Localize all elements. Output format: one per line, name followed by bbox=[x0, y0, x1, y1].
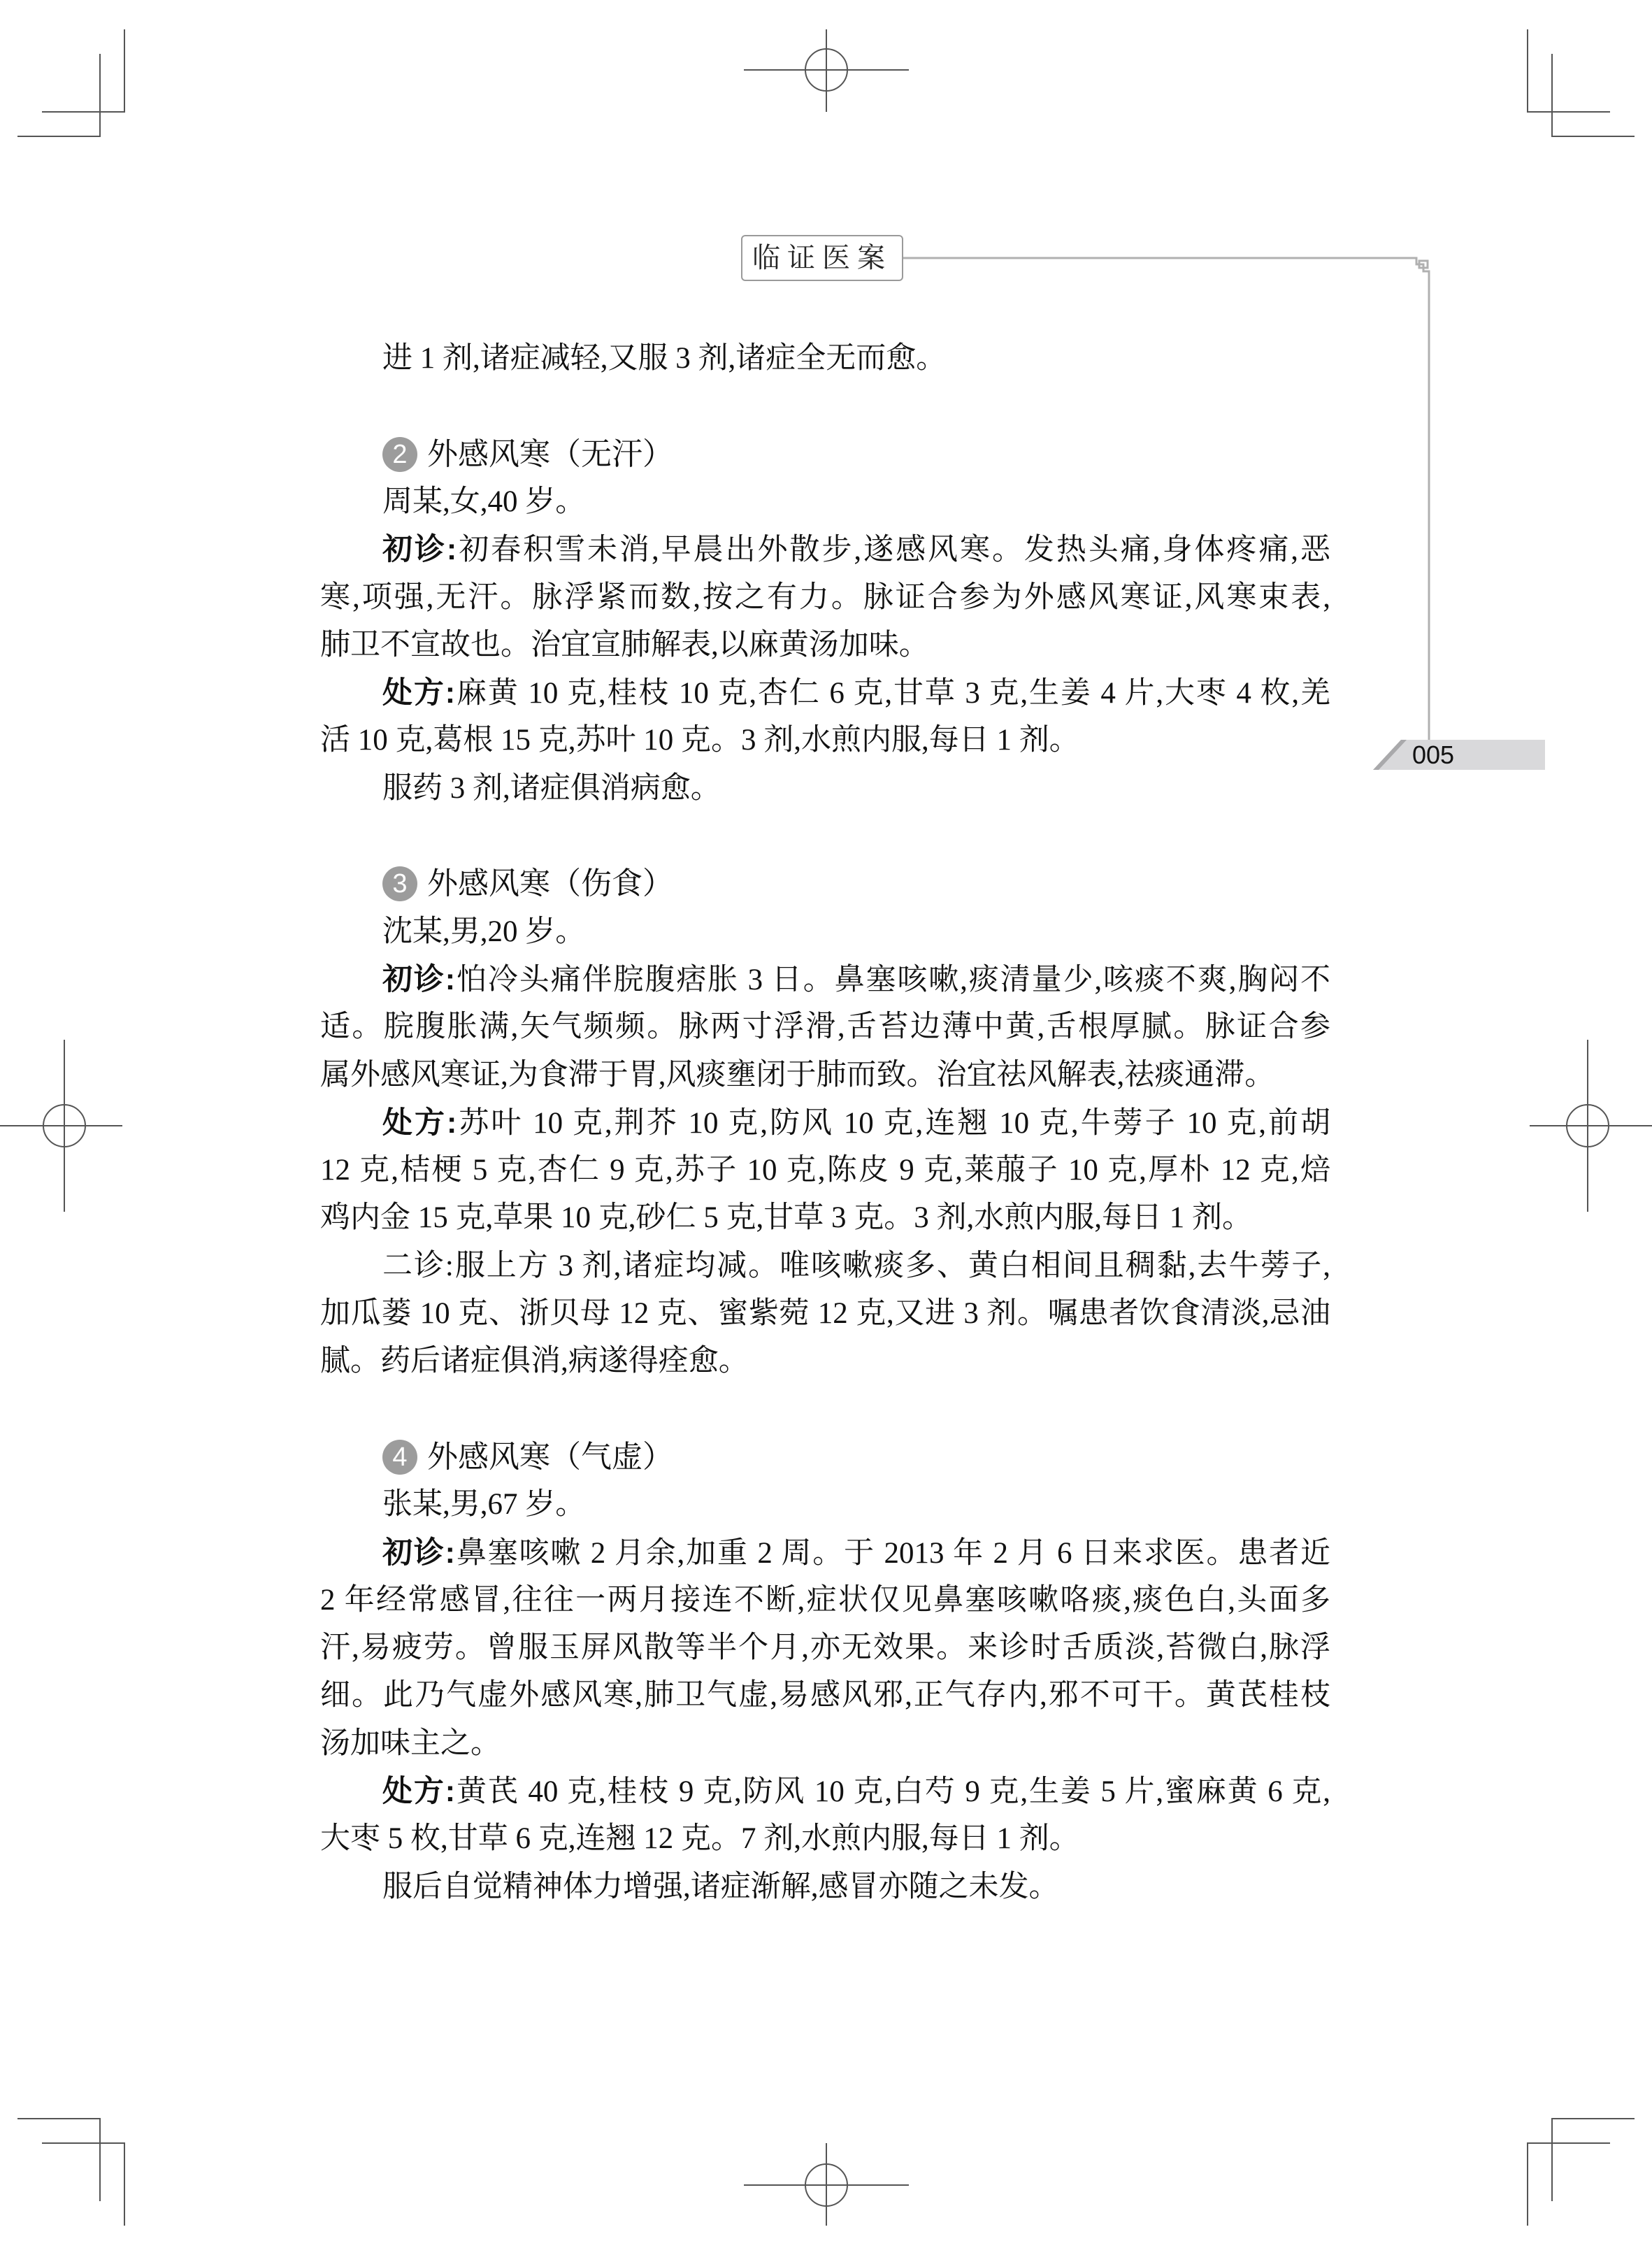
line-text: 服后自觉精神体力增强,诸症渐解,感冒亦随之未发。 bbox=[382, 1870, 1059, 1903]
line-text: 大枣 5 枚,甘草 6 克,连翘 12 克。7 剂,水煎内服,每日 1 剂。 bbox=[320, 1822, 1079, 1856]
registration-mark-left-icon bbox=[0, 1040, 122, 1212]
text-line bbox=[320, 478, 1330, 526]
text-line bbox=[320, 1672, 1330, 1719]
line-text: 汗,易疲劳。曾服玉屏风散等半个月,亦无效果。来诊时舌质淡,苔微白,脉浮 bbox=[320, 1631, 1330, 1665]
text-line bbox=[320, 526, 1330, 573]
paragraph-label: 处方: bbox=[382, 1105, 457, 1140]
line-text: 活 10 克,葛根 15 克,苏叶 10 克。3 剂,水煎内服,每日 1 剂。 bbox=[320, 724, 1079, 757]
text-line bbox=[320, 669, 1330, 717]
text-line bbox=[320, 1147, 1330, 1194]
text-line bbox=[320, 717, 1330, 764]
line-text: 汤加味主之。 bbox=[320, 1726, 501, 1760]
line-text: 12 克,桔梗 5 克,杏仁 9 克,苏子 10 克,陈皮 9 克,莱菔子 10 克,厚朴 12 克,焙 bbox=[320, 1154, 1330, 1187]
text-line bbox=[320, 1290, 1330, 1338]
case-title: 外感风寒（气虚） bbox=[427, 1439, 673, 1474]
text-line bbox=[320, 574, 1330, 622]
text-line bbox=[320, 1624, 1330, 1672]
line-text: 苏叶 10 克,荆芥 10 克,防风 10 克,连翘 10 克,牛蒡子 10 克,前胡 bbox=[457, 1106, 1330, 1140]
text-line bbox=[320, 956, 1330, 1003]
text-line bbox=[320, 1243, 1330, 1290]
case-heading bbox=[382, 431, 673, 478]
registration-mark-right-icon bbox=[1530, 1040, 1652, 1212]
text-line bbox=[320, 1577, 1330, 1624]
paragraph-label: 初诊: bbox=[382, 1535, 455, 1570]
text-line bbox=[320, 1003, 1330, 1051]
paragraph-label: 处方: bbox=[382, 1775, 456, 1808]
case-heading bbox=[382, 1433, 673, 1481]
line-text: 细。此乃气虚外感风寒,肺卫气虚,易感风邪,正气存内,邪不可干。黄芪桂枝 bbox=[320, 1679, 1330, 1712]
crop-mark-top-left-icon bbox=[17, 29, 124, 136]
case-number-badge: 2 bbox=[382, 437, 417, 472]
crop-mark-top-right-icon bbox=[1528, 29, 1635, 136]
case-number-badge: 4 bbox=[382, 1440, 417, 1475]
line-text: 进 1 剂,诸症减轻,又服 3 剂,诸症全无而愈。 bbox=[382, 342, 947, 375]
crop-mark-bottom-right-icon bbox=[1528, 2119, 1635, 2226]
text-line bbox=[320, 1052, 1330, 1099]
case-title: 外感风寒（伤食） bbox=[427, 866, 673, 901]
text-line bbox=[320, 1338, 1330, 1385]
line-text: 麻黄 10 克,桂枝 10 克,杏仁 6 克,甘草 3 克,生姜 4 片,大枣 4 枚,羌 bbox=[455, 677, 1330, 710]
text-line bbox=[320, 1099, 1330, 1147]
text-line bbox=[320, 335, 1330, 382]
text-line bbox=[320, 1768, 1330, 1815]
line-text: 加瓜蒌 10 克、浙贝母 12 克、蜜紫菀 12 克,又进 3 剂。嘱患者饮食清淡,忌油 bbox=[320, 1297, 1330, 1330]
paragraph-label: 二诊: bbox=[382, 1249, 454, 1282]
paragraph-label: 初诊: bbox=[382, 962, 456, 996]
line-text: 怕冷头痛伴脘腹痞胀 3 日。鼻塞咳嗽,痰清量少,咳痰不爽,胸闷不 bbox=[455, 963, 1330, 996]
line-text: 服药 3 剂,诸症俱消病愈。 bbox=[382, 771, 721, 805]
line-text: 腻。药后诸症俱消,病遂得痊愈。 bbox=[320, 1345, 749, 1378]
line-text: 属外感风寒证,为食滞于胃,风痰壅闭于肺而致。治宜祛风解表,祛痰通滞。 bbox=[320, 1058, 1275, 1091]
text-line bbox=[320, 1720, 1330, 1768]
line-text: 黄芪 40 克,桂枝 9 克,防风 10 克,白芍 9 克,生姜 5 片,蜜麻黄 6 克, bbox=[455, 1775, 1330, 1808]
line-text: 张某,男,67 岁。 bbox=[382, 1488, 586, 1522]
line-text: 沈某,男,20 岁。 bbox=[382, 915, 586, 948]
text-line bbox=[320, 1481, 1330, 1529]
line-text: 鼻塞咳嗽 2 月余,加重 2 周。于 2013 年 2 月 6 日来求医。患者近 bbox=[455, 1536, 1330, 1570]
text-line bbox=[320, 908, 1330, 956]
line-text: 肺卫不宣故也。治宜宣肺解表,以麻黄汤加味。 bbox=[320, 628, 929, 661]
registration-mark-bottom-icon bbox=[744, 2143, 909, 2226]
text-line bbox=[320, 1863, 1330, 1911]
line-text: 周某,女,40 岁。 bbox=[382, 485, 586, 518]
case-title: 外感风寒（无汗） bbox=[427, 436, 673, 471]
case-number-badge: 3 bbox=[382, 866, 417, 901]
line-text: 适。脘腹胀满,矢气频频。脉两寸浮滑,舌苔边薄中黄,舌根厚腻。脉证合参 bbox=[320, 1010, 1330, 1044]
line-text: 寒,项强,无汗。脉浮紧而数,按之有力。脉证合参为外感风寒证,风寒束表, bbox=[320, 580, 1330, 614]
text-line bbox=[320, 1194, 1330, 1242]
text-line bbox=[320, 765, 1330, 812]
line-text: 2 年经常感冒,往往一两月接连不断,症状仅见鼻塞咳嗽咯痰,痰色白,头面多 bbox=[320, 1583, 1330, 1617]
page-number: 005 bbox=[1412, 740, 1455, 769]
case-heading bbox=[382, 860, 673, 908]
crop-mark-bottom-left-icon bbox=[17, 2119, 124, 2226]
registration-mark-top-icon bbox=[744, 29, 909, 112]
text-line bbox=[320, 1815, 1330, 1863]
running-head: 临证医案 bbox=[741, 235, 903, 281]
line-text: 鸡内金 15 克,草果 10 克,砂仁 5 克,甘草 3 克。3 剂,水煎内服,每日 1 剂。 bbox=[320, 1201, 1252, 1235]
line-text: 服上方 3 剂,诸症均减。唯咳嗽痰多、黄白相间且稠黏,去牛蒡子, bbox=[453, 1249, 1330, 1282]
text-line bbox=[320, 622, 1330, 669]
line-text: 初春积雪未消,早晨出外散步,遂感风寒。发热头痛,身体疼痛,恶 bbox=[457, 534, 1331, 567]
paragraph-label: 处方: bbox=[382, 676, 456, 710]
text-line bbox=[320, 1529, 1330, 1577]
paragraph-label: 初诊: bbox=[382, 533, 457, 567]
